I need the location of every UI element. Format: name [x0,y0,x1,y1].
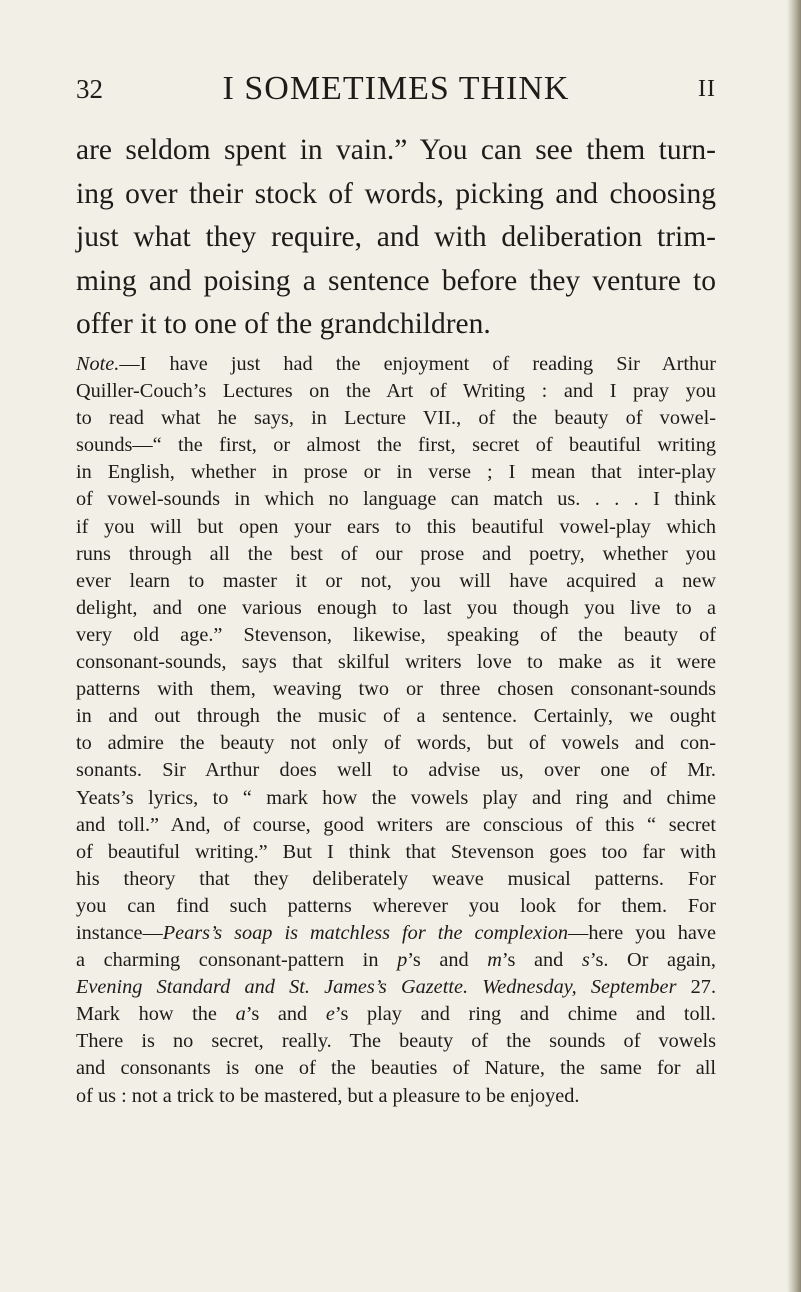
note-line: his theory that they deliberately weave musical patterns. For [76,867,716,890]
note-line: ever learn to master it or not, you will have acquired a new [76,569,716,592]
text-line: just what they require, and with deliberation trim- [76,221,716,253]
text-line: ing over their stock of words, picking and choosing [76,177,716,210]
note-line [76,920,716,947]
letter-e: e [325,1003,335,1026]
note-line: in English, whether in prose or in verse ; I mean that inter-play [76,461,716,484]
note-paragraph [76,351,716,1110]
note-line-text: Mark how the [76,1003,236,1026]
note-line-text: ’s and [501,949,582,972]
note-label: Note. [76,353,120,375]
letter-s: s [581,949,590,972]
note-line: There is no secret, really. The beauty of the sounds of vowels [76,1030,716,1053]
note-line: sounds—“ the first, or almost the first, secret of beautiful writing [76,434,716,457]
page-edge-shadow [787,0,801,1292]
note-line: sonants. Sir Arthur does well to advise us, over one of Mr. [76,759,716,782]
note-line [76,351,716,378]
note-line-text: ’s play and ring and chime and toll. [334,1003,716,1026]
note-line: very old age.” Stevenson, likewise, speaking of the beauty of [76,623,716,646]
letter-p: p [397,949,408,972]
note-line: if you will but open your ears to this beautiful vowel-play which [76,515,716,538]
section-number: II [698,76,716,102]
note-line: runs through all the best of our prose and poetry, whether you [76,542,716,565]
note-line-text: —here you have [568,921,716,944]
note-line-text: instance— [76,921,163,944]
text-line: ming and poising a sentence before they venture to [76,264,716,297]
running-title: I SOMETIMES THINK [222,70,570,107]
quoted-advert: Pears’s soap is matchless for the complexion [162,921,569,944]
note-line: to read what he says, in Lecture VII., of the beauty of vowel- [76,407,716,430]
note-line: Yeats’s lyrics, to “ mark how the vowels play and ring and chime [76,786,716,809]
main-paragraph [76,129,716,347]
note-line [76,974,716,1001]
note-line: patterns with them, weaving two or three chosen consonant-sounds [76,678,716,701]
note-line [76,947,716,974]
note-line: to admire the beauty not only of words, but of vowels and con- [76,732,716,755]
note-line: you can find such patterns wherever you look for them. For [76,894,716,917]
newspaper-title: Evening Standard and St. James’s Gazette. Wednesday, September [76,976,677,999]
note-line: of vowel-sounds in which no language can match us. . . . I think [76,488,716,511]
letter-a: a [235,1003,246,1026]
note-line-text: ’s. Or again, [589,949,717,972]
note-line-text: —I have just had the enjoyment of reading Sir Arthur [119,353,716,375]
note-line: of beautiful writing.” But I think that Stevenson goes too far with [76,840,716,863]
note-line: delight, and one various enough to last you though you live to a [76,596,716,619]
note-line-text: ’s and [407,949,488,972]
note-line: consonant-sounds, says that skilful writers love to make as it were [76,651,716,674]
page-number: 32 [76,74,103,104]
note-line: in and out through the music of a sentence. Certainly, we ought [76,705,716,728]
page-header [76,70,716,112]
letter-m: m [487,949,502,972]
text-line: are seldom spent in vain.” You can see them turn- [76,134,716,166]
text-line: offer it to one of the grandchildren. [76,308,491,340]
note-line-text: 27. [676,976,717,999]
note-line: Quiller-Couch’s Lectures on the Art of Writing : and I pray you [76,380,716,403]
note-line-text: a charming consonant-pattern in [76,949,398,972]
note-line: and toll.” And, of course, good writers are conscious of this “ secret [76,813,716,836]
note-line: of us : not a trick to be mastered, but a pleasure to be enjoyed. [76,1084,580,1107]
note-line: and consonants is one of the beauties of Nature, the same for all [76,1057,716,1080]
note-line [76,1001,716,1028]
note-line-text: ’s and [245,1003,326,1026]
